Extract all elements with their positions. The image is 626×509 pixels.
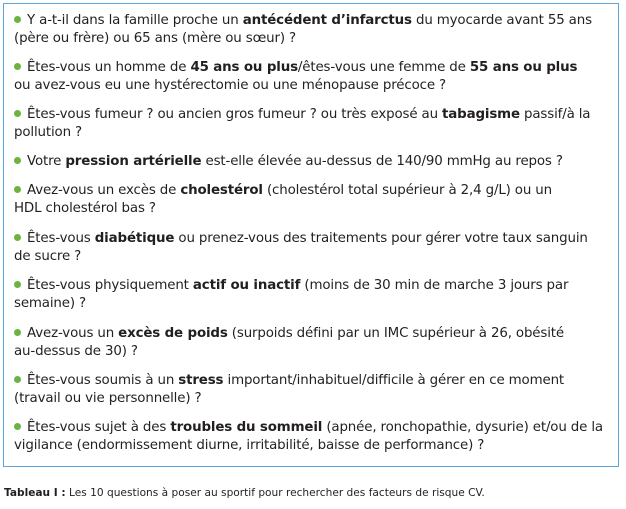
bullet-icon [14,329,21,336]
bullet-icon [14,186,21,193]
question-1: Y a-t-il dans la famille proche un antécédent d’infarctus du myocarde avant 55 ans (père ou frère) ou 65 ans (mère ou sœur) ? [14,13,592,46]
question-10: Êtes-vous sujet à des troubles du sommeil (apnée, ronchopathie, dysurie) et/ou de la vigilance (endormissement diurne, irritabilité, baisse de performance) ? [14,420,603,453]
question-3: Êtes-vous fumeur ? ou ancien gros fumeur ? ou très exposé au tabagisme passif/à la pollution ? [14,107,591,140]
bullet-icon [14,110,21,117]
question-2: Êtes-vous un homme de 45 ans ou plus/êtes-vous une femme de 55 ans ou plus ou avez-vous eu une hystérectomie ou une ménopause précoce ? [14,60,578,93]
question-5: Avez-vous un excès de cholestérol (cholestérol total supérieur à 2,4 g/L) ou un HDL cholestérol bas ? [14,183,552,216]
bullet-icon [14,16,21,23]
question-8: Avez-vous un excès de poids (surpoids défini par un IMC supérieur à 26, obésité au-dessus de 30) ? [14,326,564,359]
question-7: Êtes-vous physiquement actif ou inactif (moins de 30 min de marche 3 jours par semaine) ? [14,278,569,311]
bullet-icon [14,63,21,70]
question-9: Êtes-vous soumis à un stress important/inhabituel/difficile à gérer en ce moment (travail ou vie personnelle) ? [14,373,565,406]
bullet-icon [14,281,21,288]
bullet-icon [14,423,21,430]
bullet-icon [14,376,21,383]
bullet-icon [14,234,21,241]
question-4: Votre pression artérielle est-elle élevée au-dessus de 140/90 mmHg au repos ? [14,153,608,171]
question-6: Êtes-vous diabétique ou prenez-vous des traitements pour gérer votre taux sanguin de sucre ? [14,231,588,264]
bullet-icon [14,157,21,164]
table-caption: Tableau I : Les 10 questions à poser au sportif pour rechercher des facteurs de risque CV. [4,487,485,499]
